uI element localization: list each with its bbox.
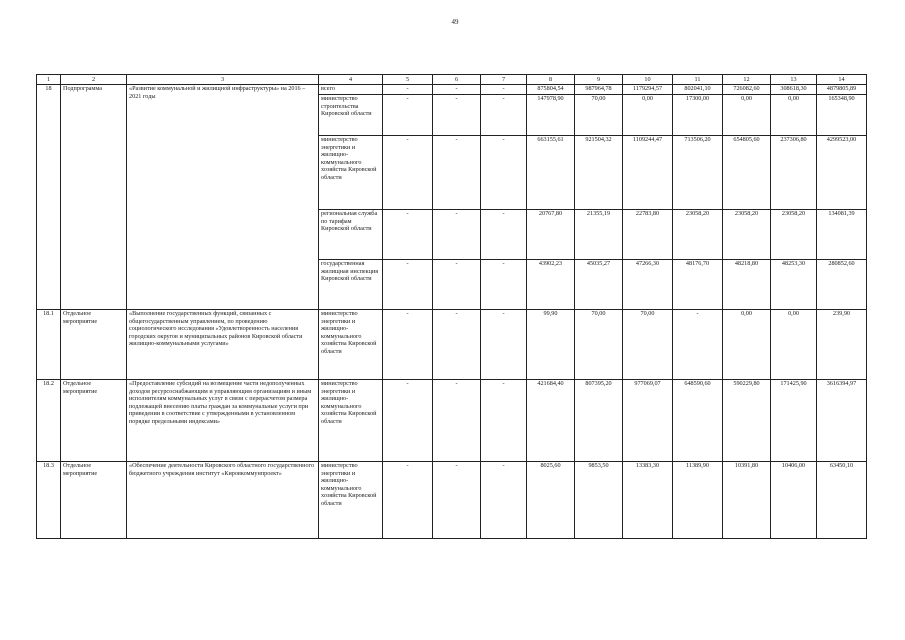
total-cell: 4299523,00 bbox=[817, 136, 867, 210]
header-cell: 9 bbox=[575, 75, 623, 85]
value-cell: 23058,20 bbox=[771, 210, 817, 260]
cell: - bbox=[433, 380, 481, 462]
table-row bbox=[37, 462, 867, 539]
header-cell: 11 bbox=[673, 75, 723, 85]
executor: региональная служба по тарифам Кировской области bbox=[319, 210, 383, 260]
header-cell: 4 bbox=[319, 75, 383, 85]
executor: министерство энергетики и жилищно-коммунального хозяйства Кировской области bbox=[319, 310, 383, 380]
total-cell: 3616394,97 bbox=[817, 380, 867, 462]
cell: - bbox=[433, 210, 481, 260]
item-number: 18.3 bbox=[37, 462, 61, 539]
value-cell: 663155,61 bbox=[527, 136, 575, 210]
value-cell: 654805,60 bbox=[723, 136, 771, 210]
value-cell: 23058,20 bbox=[673, 210, 723, 260]
value-cell: 17300,00 bbox=[673, 95, 723, 136]
executor: государственная жилищная инспекция Кировской области bbox=[319, 260, 383, 310]
value-cell: 10391,80 bbox=[723, 462, 771, 539]
value-cell: 308618,30 bbox=[771, 85, 817, 95]
header-cell: 10 bbox=[623, 75, 673, 85]
value-cell: 8025,60 bbox=[527, 462, 575, 539]
value-cell: 45035,27 bbox=[575, 260, 623, 310]
page-number: 49 bbox=[451, 18, 459, 26]
header-cell: 6 bbox=[433, 75, 481, 85]
cell: - bbox=[481, 85, 527, 95]
value-cell: 0,00 bbox=[771, 95, 817, 136]
value-cell: 48253,30 bbox=[771, 260, 817, 310]
value-cell: 147978,90 bbox=[527, 95, 575, 136]
value-cell: 0,00 bbox=[623, 95, 673, 136]
value-cell: 48218,80 bbox=[723, 260, 771, 310]
executor: министерство строительства Кировской области bbox=[319, 95, 383, 136]
header-cell: 7 bbox=[481, 75, 527, 85]
cell: - bbox=[433, 310, 481, 380]
cell: - bbox=[383, 136, 433, 210]
cell: - bbox=[481, 136, 527, 210]
value-cell: 1179294,57 bbox=[623, 85, 673, 95]
total-cell: 4879805,89 bbox=[817, 85, 867, 95]
item-name: «Выполнение государственных функций, связанных с общегосударственным управлением, по проведению социологического исследования «Удовлетворенность населения городских округов и муниципальных районов Кировской области жилищно-коммунальными услугами» bbox=[127, 310, 319, 380]
header-cell: 13 bbox=[771, 75, 817, 85]
cell: - bbox=[481, 95, 527, 136]
cell: - bbox=[481, 462, 527, 539]
value-cell: 43902,23 bbox=[527, 260, 575, 310]
value-cell: 921504,32 bbox=[575, 136, 623, 210]
budget-table bbox=[36, 74, 867, 539]
cell: - bbox=[433, 85, 481, 95]
value-cell: 713506,20 bbox=[673, 136, 723, 210]
value-cell: 13383,30 bbox=[623, 462, 673, 539]
value-cell: 99,90 bbox=[527, 310, 575, 380]
value-cell: 10406,00 bbox=[771, 462, 817, 539]
item-type: Отдельное мероприятие bbox=[61, 380, 127, 462]
value-cell: 21355,19 bbox=[575, 210, 623, 260]
value-cell: 648590,60 bbox=[673, 380, 723, 462]
value-cell: 977069,07 bbox=[623, 380, 673, 462]
value-cell: 0,00 bbox=[771, 310, 817, 380]
value-cell: 875804,54 bbox=[527, 85, 575, 95]
cell: - bbox=[433, 462, 481, 539]
value-cell: 11389,90 bbox=[673, 462, 723, 539]
value-cell: 47266,30 bbox=[623, 260, 673, 310]
value-cell: 48176,70 bbox=[673, 260, 723, 310]
cell: - bbox=[383, 380, 433, 462]
header-cell: 2 bbox=[61, 75, 127, 85]
cell: - bbox=[481, 210, 527, 260]
executor: министерство энергетики и жилищно-коммунального хозяйства Кировской области bbox=[319, 462, 383, 539]
value-cell: 22783,80 bbox=[623, 210, 673, 260]
item-name: «Обеспечение деятельности Кировского областного государственного бюджетного учреждения институт «Кировкоммунпроект» bbox=[127, 462, 319, 539]
total-cell: 165348,90 bbox=[817, 95, 867, 136]
total-cell: 63450,10 bbox=[817, 462, 867, 539]
value-cell: 70,00 bbox=[623, 310, 673, 380]
cell: - bbox=[383, 260, 433, 310]
cell: - bbox=[383, 462, 433, 539]
value-cell: 802041,10 bbox=[673, 85, 723, 95]
value-cell: 1109244,47 bbox=[623, 136, 673, 210]
cell: - bbox=[481, 380, 527, 462]
cell: - bbox=[481, 260, 527, 310]
executor: всего bbox=[319, 85, 383, 95]
total-cell: 280852,60 bbox=[817, 260, 867, 310]
value-cell: 0,00 bbox=[723, 95, 771, 136]
value-cell: 23058,20 bbox=[723, 210, 771, 260]
header-cell: 3 bbox=[127, 75, 319, 85]
cell: - bbox=[383, 85, 433, 95]
value-cell: 726082,60 bbox=[723, 85, 771, 95]
cell: - bbox=[383, 95, 433, 136]
item-name: «Развитие коммунальной и жилищной инфраструктуры» на 2016 – 2021 годы bbox=[127, 85, 319, 310]
value-cell: 987964,78 bbox=[575, 85, 623, 95]
table-row bbox=[37, 85, 867, 95]
header-cell: 14 bbox=[817, 75, 867, 85]
executor: министерство энергетики и жилищно-коммунального хозяйства Кировской области bbox=[319, 380, 383, 462]
value-cell: 0,00 bbox=[723, 310, 771, 380]
header-row bbox=[37, 75, 867, 85]
header-cell: 12 bbox=[723, 75, 771, 85]
value-cell: 70,00 bbox=[575, 310, 623, 380]
cell: - bbox=[481, 310, 527, 380]
cell: - bbox=[433, 95, 481, 136]
value-cell: 171425,90 bbox=[771, 380, 817, 462]
value-cell: 70,00 bbox=[575, 95, 623, 136]
value-cell: 807395,20 bbox=[575, 380, 623, 462]
item-number: 18 bbox=[37, 85, 61, 310]
cell: - bbox=[433, 260, 481, 310]
header-cell: 5 bbox=[383, 75, 433, 85]
item-type: Отдельное мероприятие bbox=[61, 310, 127, 380]
item-type: Подпрограмма bbox=[61, 85, 127, 310]
header-cell: 1 bbox=[37, 75, 61, 85]
header-cell: 8 bbox=[527, 75, 575, 85]
value-cell: 9853,50 bbox=[575, 462, 623, 539]
value-cell: 421684,40 bbox=[527, 380, 575, 462]
item-number: 18.1 bbox=[37, 310, 61, 380]
total-cell: 239,90 bbox=[817, 310, 867, 380]
table-row bbox=[37, 380, 867, 462]
item-type: Отдельное мероприятие bbox=[61, 462, 127, 539]
executor: министерство энергетики и жилищно-коммунального хозяйства Кировской области bbox=[319, 136, 383, 210]
item-number: 18.2 bbox=[37, 380, 61, 462]
value-cell: - bbox=[673, 310, 723, 380]
value-cell: 237306,80 bbox=[771, 136, 817, 210]
cell: - bbox=[383, 210, 433, 260]
total-cell: 134081,39 bbox=[817, 210, 867, 260]
value-cell: 590229,80 bbox=[723, 380, 771, 462]
value-cell: 20767,80 bbox=[527, 210, 575, 260]
cell: - bbox=[433, 136, 481, 210]
item-name: «Предоставление субсидий на возмещение части недополученных доходов ресурсоснабжающим и управляющим организациям и иным исполнителям коммунальных услуг в связи с перерасчетом размера подлежащей внесению платы граждан за коммунальные услуги при приведении в соответствие с утвержденными в установленном порядке предельными индексами» bbox=[127, 380, 319, 462]
table-row bbox=[37, 310, 867, 380]
cell: - bbox=[383, 310, 433, 380]
